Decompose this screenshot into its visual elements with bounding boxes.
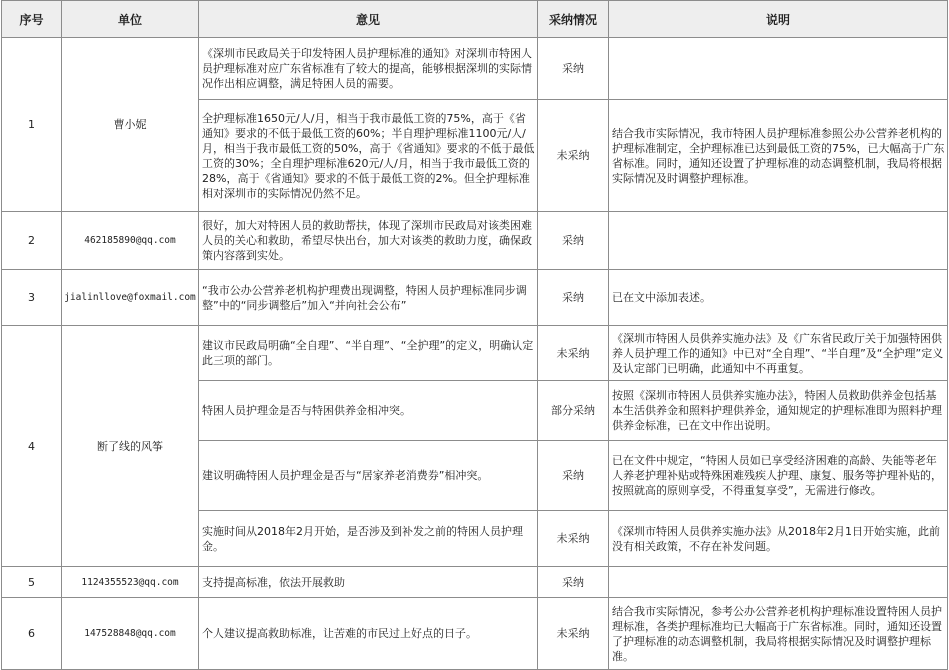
note-cell: 按照《深圳市特困人员供养实施办法》，特困人员救助供养金包括基本生活供养金和照料护理供养金，通知规定的护理标准即为照料护理供养金标准，已在文中作出说明。 <box>609 381 948 441</box>
row-unit: 147528848@qq.com <box>62 598 199 670</box>
header-note: 说明 <box>609 1 948 38</box>
status-cell: 未采纳 <box>538 598 609 670</box>
note-cell: 结合我市实际情况，参考公办公营养老机构护理标准设置特困人员护理标准，各类护理标准均已大幅高于广东省标准。同时，通知还设置了护理标准的动态调整机制，我局将根据实际情况及时调整护理标准。 <box>609 598 948 670</box>
row-unit: 曹小妮 <box>62 38 199 212</box>
note-cell: 已在文件中规定，“特困人员如已享受经济困难的高龄、失能等老年人养老护理补贴或特殊困难残疾人护理、康复、服务等护理补贴的，按照就高的原则享受，不得重复享受”，无需进行修改。 <box>609 441 948 511</box>
status-cell: 未采纳 <box>538 326 609 381</box>
status-cell: 部分采纳 <box>538 381 609 441</box>
status-cell: 采纳 <box>538 567 609 598</box>
header-opinion: 意见 <box>199 1 538 38</box>
row-number: 6 <box>2 598 62 670</box>
table-row <box>2 38 948 100</box>
opinion-cell: 《深圳市民政局关于印发特困人员护理标准的通知》对深圳市特困人员护理标准对应广东省标准有了较大的提高，能够根据深圳的实际情况作出相应调整，满足特困人员的需要。 <box>199 38 538 100</box>
note-cell <box>609 38 948 100</box>
status-cell: 采纳 <box>538 38 609 100</box>
note-cell: 结合我市实际情况，我市特困人员护理标准参照公办公营养老机构的护理标准制定，全护理标准已达到最低工资的75%，已大幅高于广东省标准。同时，通知还设置了护理标准的动态调整机制，我局将根据实际情况及时调整护理标准。 <box>609 100 948 212</box>
note-cell: 已在文中添加表述。 <box>609 270 948 326</box>
status-cell: 未采纳 <box>538 100 609 212</box>
opinion-cell: 个人建议提高救助标准，让苦难的市民过上好点的日子。 <box>199 598 538 670</box>
status-cell: 采纳 <box>538 441 609 511</box>
row-number: 1 <box>2 38 62 212</box>
row-number: 2 <box>2 212 62 270</box>
table-row <box>2 567 948 598</box>
status-cell: 采纳 <box>538 212 609 270</box>
row-number: 3 <box>2 270 62 326</box>
table-row <box>2 212 948 270</box>
table-row <box>2 598 948 670</box>
row-number: 5 <box>2 567 62 598</box>
row-unit: 1124355523@qq.com <box>62 567 199 598</box>
table-header-row <box>2 1 948 38</box>
note-cell <box>609 212 948 270</box>
header-unit: 单位 <box>62 1 199 38</box>
feedback-table <box>1 0 948 670</box>
opinion-cell: 特困人员护理金是否与特困供养金相冲突。 <box>199 381 538 441</box>
opinion-cell: 全护理标准1650元/人/月，相当于我市最低工资的75%，高于《省通知》要求的不低于最低工资的60%；半自理护理标准1100元/人/月，相当于我市最低工资的50%，高于《省通知》要求的不低于最低工资的30%；全自理护理标准620元/人/月，相当于我市最低工资的28%，高于《省通知》要求的不低于最低工资的2%。但全护理标准相对深圳市的实际情况仍然不足。 <box>199 100 538 212</box>
status-cell: 采纳 <box>538 270 609 326</box>
note-cell: 《深圳市特困人员供养实施办法》从2018年2月1日开始实施，此前没有相关政策，不存在补发问题。 <box>609 511 948 567</box>
note-cell <box>609 567 948 598</box>
opinion-cell: 建议明确特困人员护理金是否与“居家养老消费券”相冲突。 <box>199 441 538 511</box>
note-cell: 《深圳市特困人员供养实施办法》及《广东省民政厅关于加强特困供养人员护理工作的通知》中已对“全自理”、“半自理”及“全护理”定义及认定部门已明确，此通知中不再重复。 <box>609 326 948 381</box>
opinion-cell: 建议市民政局明确“全自理”、“半自理”、“全护理”的定义，明确认定此三项的部门。 <box>199 326 538 381</box>
opinion-cell: 支持提高标准，依法开展救助 <box>199 567 538 598</box>
opinion-cell: “我市公办公营养老机构护理费出现调整，特困人员护理标准同步调整”中的“同步调整后”加入“并向社会公布” <box>199 270 538 326</box>
status-cell: 未采纳 <box>538 511 609 567</box>
opinion-cell: 很好，加大对特困人员的救助帮扶，体现了深圳市民政局对该类困难人员的关心和救助，希望尽快出台，加大对该类的救助力度，确保政策内容落到实处。 <box>199 212 538 270</box>
opinion-cell: 实施时间从2018年2月开始，是否涉及到补发之前的特困人员护理金。 <box>199 511 538 567</box>
row-number: 4 <box>2 326 62 567</box>
row-unit: jialinllove@foxmail.com <box>62 270 199 326</box>
header-no: 序号 <box>2 1 62 38</box>
table-row <box>2 326 948 381</box>
table-row <box>2 270 948 326</box>
row-unit: 462185890@qq.com <box>62 212 199 270</box>
row-unit: 断了线的风筝 <box>62 326 199 567</box>
header-status: 采纳情况 <box>538 1 609 38</box>
